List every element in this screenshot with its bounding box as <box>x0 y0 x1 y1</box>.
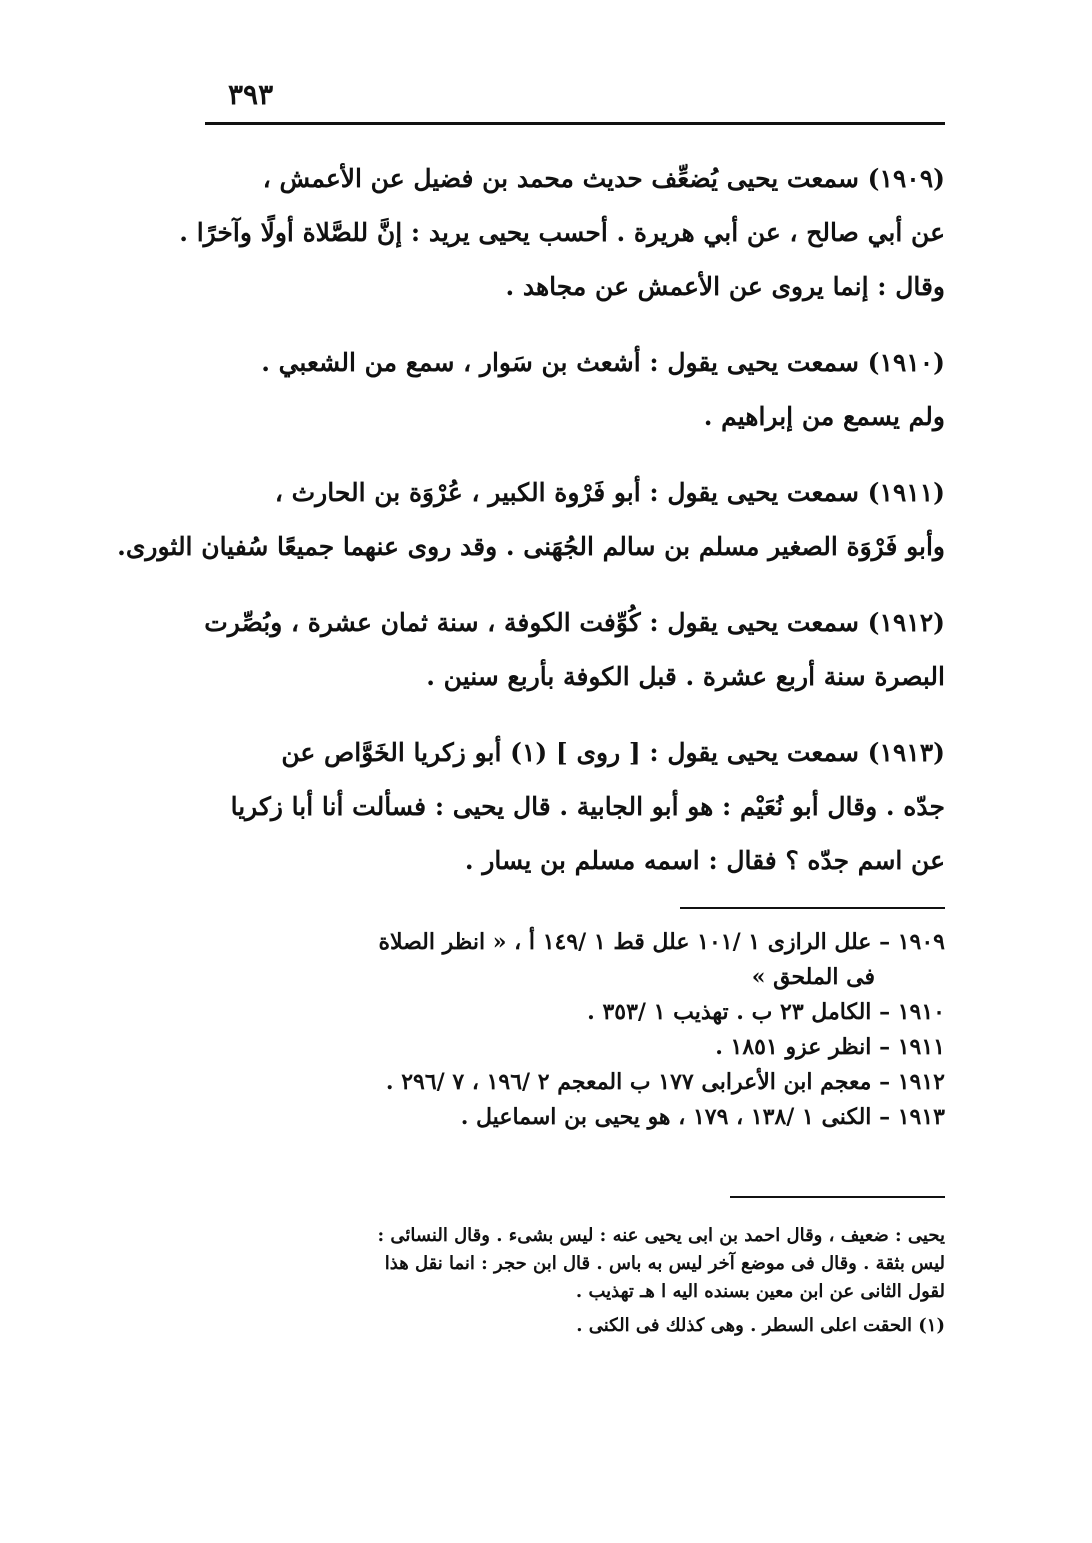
entry-line: ولم يسمع من إبراهيم . <box>703 402 945 431</box>
note-line: لقول الثانى عن ابن معين بسنده اليه ا هـ تهذيب . <box>575 1281 945 1302</box>
footnotes <box>205 1222 945 1340</box>
reference-line: ١٩١٢ – معجم ابن الأعرابى ١٧٧ ب المعجم ٢ /١٩٦ ، ٧ /٢٩٦ . <box>385 1069 945 1095</box>
entry-line: (١٩١١) سمعت يحيى يقول : أبو فَرْوة الكبير ، عُرْوَة بن الحارث ، <box>274 478 945 507</box>
reference-line: ١٩٠٩ – علل الرازى ١ /١٠١ علل قط ١ /١٤٩ أ ، « انظر الصلاة <box>378 929 945 955</box>
entry-line: وقال : إنما يروى عن الأعمش عن مجاهد . <box>505 272 945 301</box>
entry-1912 <box>205 596 945 704</box>
references-rule <box>680 907 945 909</box>
references <box>205 925 945 1135</box>
entry-line: (١٩١٣) سمعت يحيى يقول : [ روى ] (١) أبو زكريا الخَوَّاص عن <box>281 738 945 767</box>
notes-rule <box>730 1196 945 1198</box>
entry-line: (١٩١٢) سمعت يحيى يقول : كُوِّفت الكوفة ، سنة ثمان عشرة ، وبُصِّرت <box>204 608 945 637</box>
main-text <box>117 152 945 910</box>
entry-line: عن اسم جدّه ؟ فقال : اسمه مسلم بن يسار . <box>464 846 945 875</box>
reference-line: ١٩١١ – انظر عزو ١٨٥١ . <box>715 1034 945 1060</box>
reference-line: ١٩١٣ – الكنى ١ /١٣٨ ، ١٧٩ ، هو يحيى بن اسماعيل . <box>460 1104 945 1130</box>
page-number: ٣٩٣ <box>228 78 274 111</box>
entry-line: (١٩١٠) سمعت يحيى يقول : أشعث بن سَوار ، سمع من الشعبي . <box>261 348 945 377</box>
note-line: ليس بثقة . وقال فى موضع آخر ليس به باس . قال ابن حجر : انما نقل هذا <box>384 1253 945 1274</box>
entry-line: عن أبي صالح ، عن أبي هريرة . أحسب يحيى يريد : إنَّ للصَّلاة أولًا وآخرًا . <box>179 218 945 247</box>
reference-line: فى الملحق » <box>751 964 875 990</box>
reference-line: ١٩١٠ – الكامل ٢٣ ب . تهذيب ١ /٣٥٣ . <box>587 999 945 1025</box>
entry-1911 <box>117 466 945 574</box>
entry-line: (١٩٠٩) سمعت يحيى يُضعِّف حديث محمد بن فضيل عن الأعمش ، <box>262 164 945 193</box>
entry-1910 <box>205 336 945 444</box>
entry-1909 <box>179 152 945 314</box>
header-rule <box>205 122 945 125</box>
entry-line: جدّه . وقال أبو نُعَيْم : هو أبو الجابية . قال يحيى : فسألت أنا أبا زكريا <box>230 792 945 821</box>
entry-1913 <box>205 726 945 888</box>
note-line: (١) الحقت اعلى السطر . وهى كذلك فى الكنى . <box>576 1315 945 1336</box>
note-line: يحيى : ضعيف ، وقال احمد بن ابى يحيى عنه : ليس بشىء . وقال النسائى : <box>377 1225 945 1246</box>
entry-line: البصرة سنة أربع عشرة . قبل الكوفة بأربع سنين . <box>426 662 945 691</box>
entry-line: وأبو فَرْوَة الصغير مسلم بن سالم الجُهَنى . وقد روى عنهما جميعًا سُفيان الثورى. <box>117 532 945 561</box>
